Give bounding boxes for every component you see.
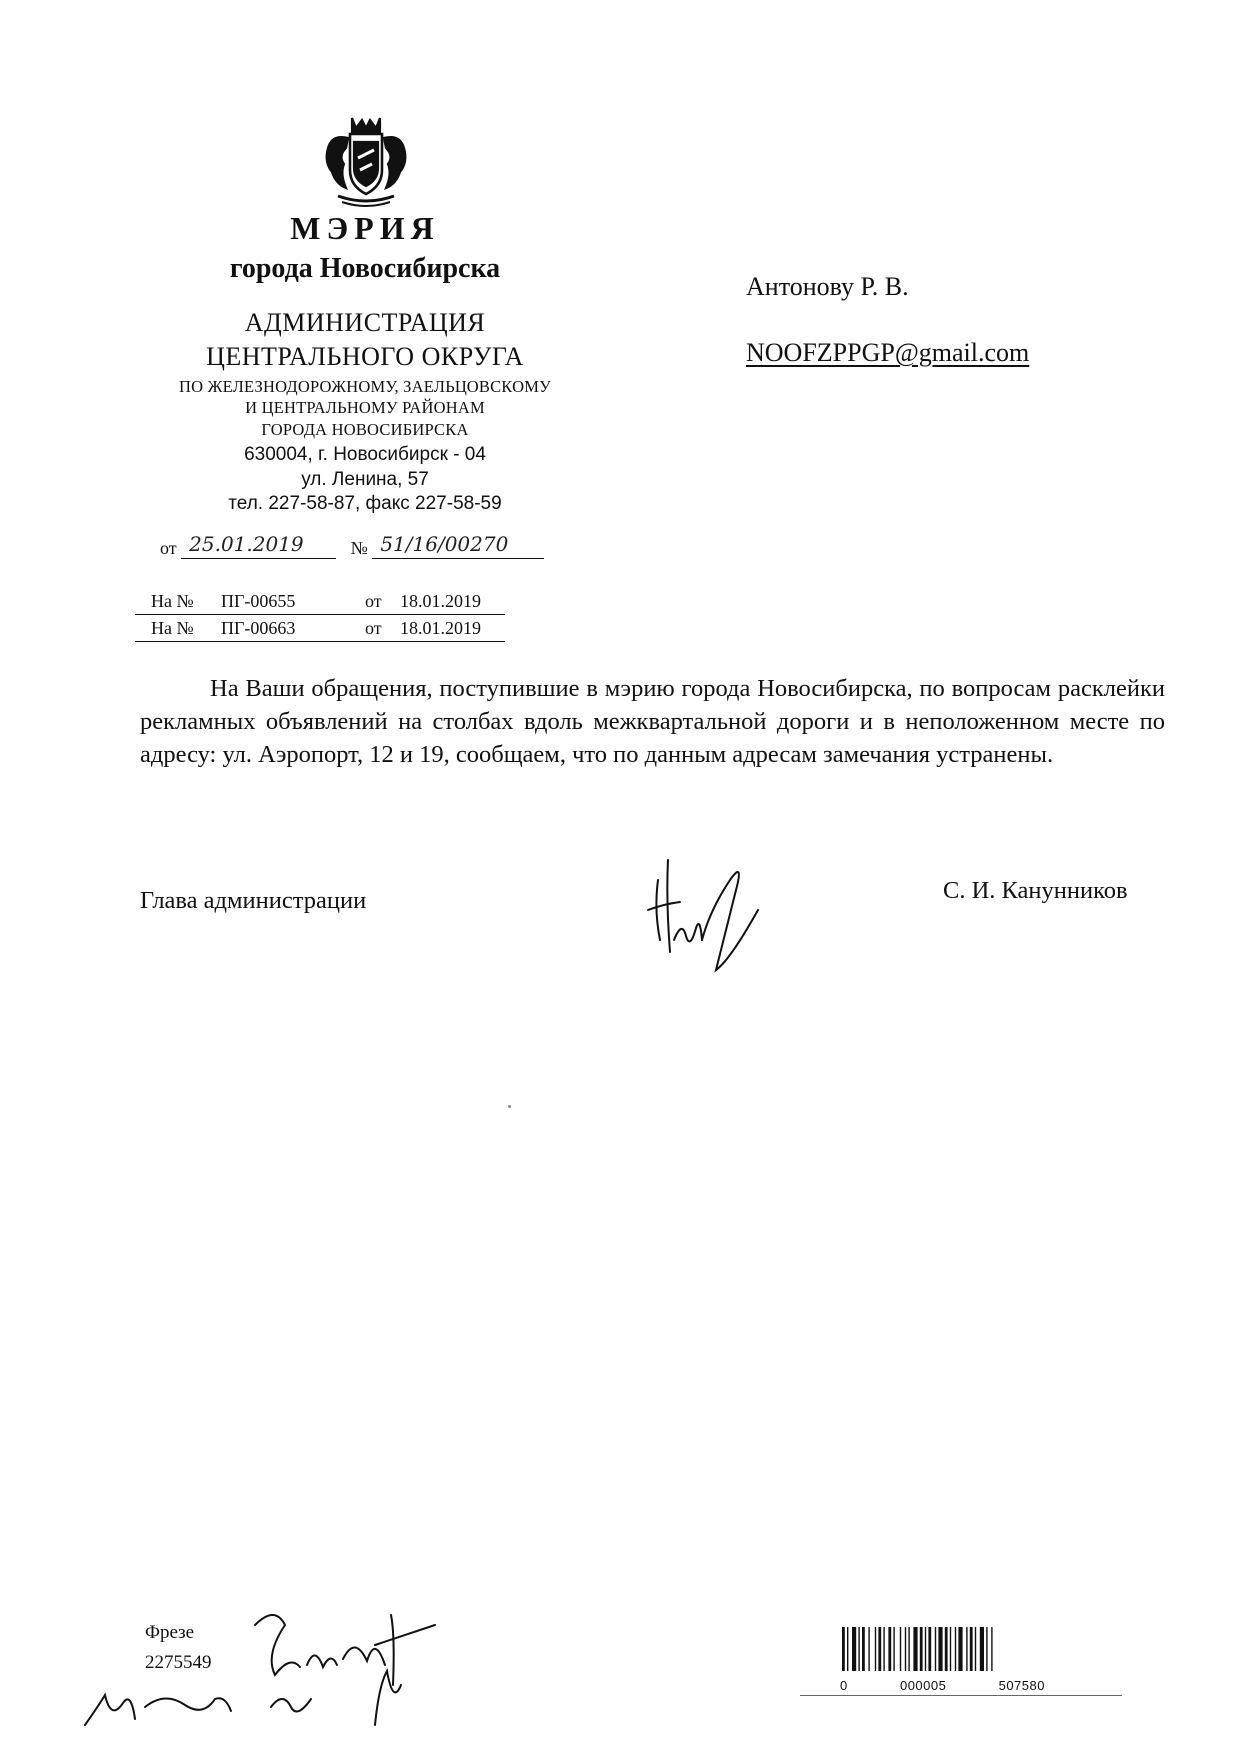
- barcode-bar: [938, 1627, 942, 1671]
- reference-label: На №: [151, 591, 194, 611]
- outgoing-date-field: [181, 532, 336, 559]
- recipient-name: Антонову Р. В.: [746, 272, 909, 301]
- signatory-name: С. И. Канунников: [943, 877, 1128, 904]
- admin-line-2: ЦЕНТРАЛЬНОГО ОКРУГА: [206, 342, 524, 371]
- barcode-bar: [925, 1627, 926, 1671]
- handwritten-signature: [640, 840, 770, 980]
- barcode-left-digits: 0: [840, 1678, 848, 1693]
- barcode-bar: [935, 1627, 936, 1671]
- outgoing-date-value: 25.01.2019: [189, 532, 304, 556]
- outgoing-number-field: [372, 532, 544, 559]
- outgoing-number-label: №: [350, 538, 368, 558]
- executor-phone: 2275549: [145, 1652, 212, 1673]
- barcode-bar: [913, 1627, 917, 1671]
- barcode-bar: [868, 1627, 869, 1671]
- reference-date-label: от: [365, 591, 382, 611]
- barcode-bar: [878, 1627, 881, 1671]
- document-barcode: [840, 1627, 1045, 1693]
- barcode-bar: [883, 1627, 884, 1671]
- district-line-2: И ЦЕНТРАЛЬНОМУ РАЙОНАМ: [245, 398, 485, 417]
- admin-line-1: АДМИНИСТРАЦИЯ: [244, 308, 486, 337]
- reference-row: [135, 588, 505, 615]
- barcode-bar: [970, 1627, 973, 1671]
- reference-label: На №: [151, 618, 194, 638]
- barcode-bar: [966, 1627, 967, 1671]
- executor-name: Фрезе: [145, 1622, 195, 1643]
- outgoing-number-value: 51/16/00270: [380, 532, 509, 556]
- barcode-bar: [862, 1627, 865, 1671]
- reference-row: [135, 615, 505, 642]
- outgoing-registration: [160, 532, 544, 559]
- org-city: города Новосибирска: [229, 253, 501, 284]
- district-line-1: ПО ЖЕЛЕЗНОДОРОЖНОМУ, ЗАЕЛЬЦОВСКОМУ: [179, 377, 551, 396]
- barcode-bar: [842, 1627, 845, 1671]
- signatory-title: Глава администрации: [140, 887, 367, 914]
- reference-number: ПГ-00663: [221, 618, 296, 638]
- barcode-bar: [900, 1627, 901, 1671]
- barcode-bar: [920, 1627, 923, 1671]
- reference-date: 18.01.2019: [400, 591, 481, 611]
- letter-body: На Ваши обращения, поступившие в мэрию города Новосибирска, по вопросам расклейки рекламных объявлений на столбах вдоль межквартальной дороги и в неположенном месте по адресу: ул. Аэропорт, 12 и 19, сообщаем, что по данным адресам замечания устранены.: [140, 675, 1165, 768]
- outgoing-date-label: от: [160, 538, 177, 558]
- barcode-bar: [980, 1627, 984, 1671]
- barcode-bar: [852, 1627, 856, 1671]
- barcode-bar: [958, 1627, 962, 1671]
- barcode-bar: [975, 1627, 976, 1671]
- barcode-divider: [800, 1695, 1122, 1696]
- barcode-bar: [875, 1627, 876, 1671]
- recipient-email[interactable]: NOOFZPPGP@gmail.com: [746, 338, 1030, 367]
- barcode-bar: [991, 1627, 992, 1671]
- barcode-bar: [928, 1627, 931, 1671]
- reference-date: 18.01.2019: [400, 618, 481, 638]
- barcode-middle-digits: 000005: [899, 1678, 947, 1693]
- barcode-bar: [858, 1627, 859, 1671]
- reference-date-label: от: [365, 618, 382, 638]
- barcode-bar: [893, 1627, 894, 1671]
- barcode-bar: [888, 1627, 891, 1671]
- address-line-3: тел. 227-58-87, факс 227-58-59: [228, 493, 502, 514]
- coat-of-arms-emblem: [318, 112, 414, 210]
- district-line-3: ГОРОДА НОВОСИБИРСКА: [261, 420, 469, 439]
- barcode-bar: [986, 1627, 987, 1671]
- executor-handwritten-notes: [75, 1595, 445, 1735]
- reference-number: ПГ-00655: [221, 591, 296, 611]
- barcode-bar: [847, 1627, 848, 1671]
- address-line-2: ул. Ленина, 57: [301, 469, 429, 490]
- barcode-right-digits: 507580: [998, 1678, 1045, 1693]
- org-title: МЭРИЯ: [290, 210, 440, 246]
- barcode-bar: [955, 1627, 956, 1671]
- scan-dot: [508, 1105, 511, 1108]
- barcode-bar: [945, 1627, 948, 1671]
- barcode-bar: [908, 1627, 909, 1671]
- barcode-bars: [840, 1627, 1045, 1671]
- barcode-bar: [950, 1627, 951, 1671]
- barcode-digits: [840, 1678, 1045, 1693]
- address-line-1: 630004, г. Новосибирск - 04: [244, 444, 486, 465]
- barcode-bar: [905, 1627, 906, 1671]
